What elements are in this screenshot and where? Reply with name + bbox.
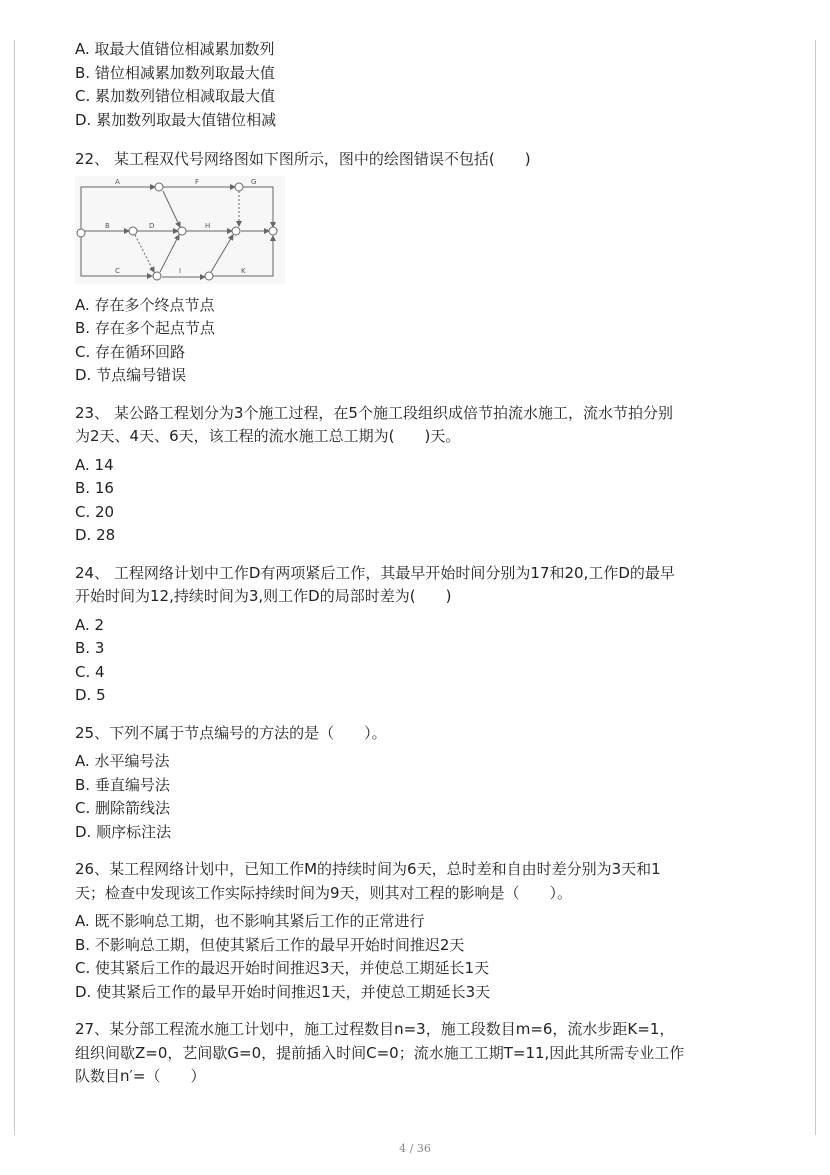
question-stem-line-2: 开始时间为12,持续时间为3,则工作D的局部时差为( ): [75, 587, 452, 605]
question-24: [75, 562, 765, 708]
option-b: B. 16: [75, 479, 114, 497]
question-stem: 25、下列不属于节点编号的方法的是（ ）。: [75, 723, 387, 742]
label-g: G: [251, 177, 257, 186]
question-stem: 22、 某工程双代号网络图如下图所示，图中的绘图错误不包括( ): [75, 150, 531, 168]
option-a: A. 2: [75, 615, 105, 634]
option-a: A. 存在多个终点节点: [75, 295, 215, 314]
question-stem-line-2: 为2天、4天、6天，该工程的流水施工总工期为( )天。: [75, 427, 461, 445]
option-c: C. 4: [75, 662, 105, 681]
question-stem-line-1: 23、 某公路工程划分为3个施工过程，在5个施工段组织成倍节拍流水施工，流水节拍分别: [75, 403, 673, 422]
label-k: K: [241, 266, 246, 275]
prev-question-options: [75, 38, 765, 132]
question-stem-line-1: 27、某分部工程流水施工计划中，施工过程数目n=3，施工段数目m=6，流水步距K=1，: [75, 1020, 675, 1038]
network-diagram: [75, 176, 285, 284]
question-22: [75, 148, 765, 388]
option-a: A. 取最大值错位相减累加数列: [75, 40, 275, 58]
label-f: F: [195, 177, 200, 186]
question-23: [75, 402, 765, 548]
option-d: D. 累加数列取最大值错位相减: [75, 110, 277, 129]
option-d: D. 节点编号错误: [75, 366, 187, 384]
option-c: C. 存在循环回路: [75, 342, 186, 361]
label-b: B: [105, 221, 110, 230]
question-stem-line-2: 天；检查中发现该工作实际持续时间为9天，则其对工程的影响是（ ）。: [75, 883, 573, 902]
option-c: C. 使其紧后工作的最迟开始时间推迟3天，并使总工期延长1天: [75, 959, 490, 977]
question-stem: [75, 858, 765, 905]
option-d: D. 28: [75, 526, 116, 544]
page-edge-left: [14, 40, 15, 1135]
label-a: A: [115, 177, 120, 186]
label-h: H: [205, 221, 211, 230]
label-i: I: [179, 266, 182, 275]
page-number: 4 / 36: [399, 1142, 431, 1155]
question-stem-line-3: 队数目n′=（ ）: [75, 1067, 206, 1085]
question-stem-line-1: 24、 工程网络计划中工作D有两项紧后工作，其最早开始时间分别为17和20,工作D的最早: [75, 563, 675, 582]
option-c: C. 删除箭线法: [75, 799, 171, 817]
question-25: [75, 722, 765, 845]
question-27: [75, 1018, 765, 1089]
option-b: B. 3: [75, 639, 105, 657]
option-a: A. 14: [75, 455, 114, 474]
question-stem-line-2: 组织间歇Z=0，艺间歇G=0，提前插入时间C=0；流水施工工期T=11,因此其所需专业工作: [75, 1043, 685, 1062]
option-d: D. 使其紧后工作的最早开始时间推迟1天，并使总工期延长3天: [75, 982, 491, 1001]
option-b: B. 错位相减累加数列取最大值: [75, 63, 275, 82]
question-26: [75, 858, 765, 1004]
question-stem-line-1: 26、某工程网络计划中，已知工作M的持续时间为6天，总时差和自由时差分别为3天和1: [75, 860, 661, 878]
label-c: C: [115, 266, 120, 275]
option-d: D. 5: [75, 686, 106, 704]
question-stem: [75, 402, 765, 449]
option-c: C. 累加数列错位相减取最大值: [75, 87, 276, 105]
option-b: B. 存在多个起点节点: [75, 319, 215, 337]
page-edge-right: [815, 40, 816, 1135]
option-d: D. 顺序标注法: [75, 822, 172, 841]
question-stem: [75, 562, 765, 609]
question-stem: [75, 1018, 765, 1089]
label-d: D: [149, 221, 155, 230]
document-body: [75, 38, 765, 1094]
option-b: B. 不影响总工期，但使其紧后工作的最早开始时间推迟2天: [75, 935, 465, 954]
option-b: B. 垂直编号法: [75, 775, 170, 794]
option-a: A. 既不影响总工期，也不影响其紧后工作的正常进行: [75, 912, 425, 930]
option-c: C. 20: [75, 502, 115, 521]
option-a: A. 水平编号法: [75, 752, 170, 770]
